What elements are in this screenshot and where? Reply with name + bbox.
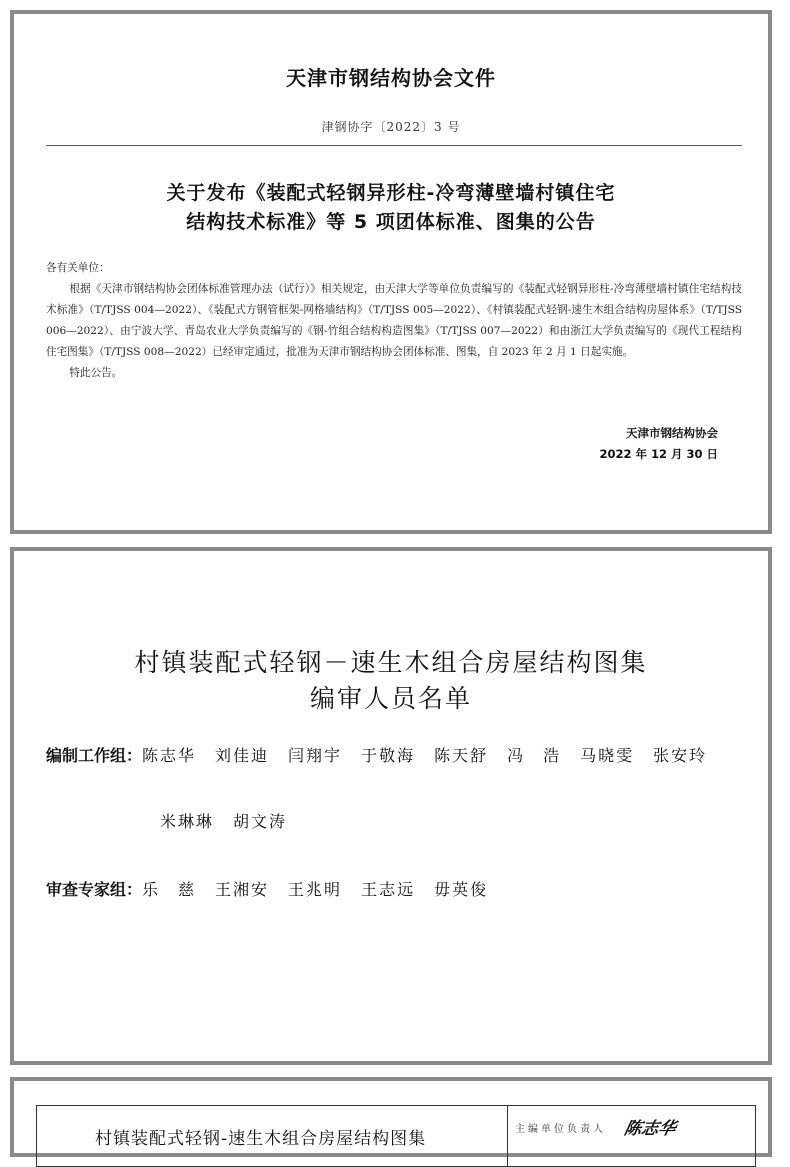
person-name: 张安玲 <box>653 746 708 765</box>
review-group-label: 审查专家组： <box>46 880 143 899</box>
compile-group-label: 编制工作组： <box>46 746 143 765</box>
person-name: 王志远 <box>361 880 416 899</box>
compile-group-row-continued <box>160 809 758 832</box>
title-block-page <box>10 1077 772 1157</box>
person-name: 闫翔宇 <box>288 746 343 765</box>
person-name: 米琳琳 <box>160 812 215 831</box>
document-number: 津钢协字〔2022〕3 号 <box>321 120 461 134</box>
staff-list-page <box>10 547 772 1065</box>
person-name: 马晓雯 <box>580 746 635 765</box>
person-name: 冯 浩 <box>507 746 562 765</box>
announcement-page <box>10 10 772 534</box>
person-name: 于敬海 <box>361 746 416 765</box>
title-block-divider <box>507 1106 508 1166</box>
notice-title-line-2: 结构技术标准》等 5 项团体标准、图集的公告 <box>186 211 596 233</box>
body-paragraph: 根据《天津市钢结构协会团体标准管理办法（试行）》相关规定，由天津大学等单位负责编写的《装配式轻钢异形柱-冷弯薄壁墙村镇住宅结构技术标准》（T/TJSS 004—2022）、《装配式方钢管框架-网格墙结构》（T/TJSS 005—2022）、《村镇装配式轻钢-速生木组合结构房屋体系》（T/TJSS 006—2022）、由宁波大学、青岛农业大学负责编写的《钢-竹组合结构构造图集》（T/TJSS 007—2022）和由浙江大学负责编写的《现代工程结构住宅图集》（T/TJSS 008—2022）已经审定通过，批准为天津市钢结构协会团体标准、图集，自 2023 年 2 月 1 日起实施。 <box>46 283 742 358</box>
salutation: 各有关单位： <box>46 262 110 274</box>
title-block-title: 村镇装配式轻钢-速生木组合房屋结构图集 <box>95 1129 427 1149</box>
responsible-label: 主编单位负责人 <box>515 1124 606 1135</box>
title-block <box>36 1105 756 1167</box>
person-name: 胡文涛 <box>233 812 288 831</box>
header-divider <box>46 145 742 146</box>
compile-group-row <box>46 743 758 766</box>
notice-body <box>46 258 742 384</box>
issuer-heading: 天津市钢结构协会文件 <box>286 66 496 90</box>
notice-title-line-1: 关于发布《装配式轻钢异形柱-冷弯薄壁墙村镇住宅 <box>166 182 616 204</box>
issue-date: 2022 年 12 月 30 日 <box>599 447 718 461</box>
signatory: 天津市钢结构协会 <box>626 426 718 440</box>
staff-list-title: 编审人员名单 <box>309 684 472 713</box>
atlas-title: 村镇装配式轻钢－速生木组合房屋结构图集 <box>134 648 648 677</box>
person-name: 刘佳迪 <box>215 746 270 765</box>
review-group-row <box>46 877 758 900</box>
handwritten-signature: 陈志华 <box>622 1119 678 1139</box>
person-name: 毋英俊 <box>434 880 489 899</box>
person-name: 乐 慈 <box>142 880 197 899</box>
closing-line: 特此公告。 <box>69 367 123 379</box>
person-name: 王湘安 <box>215 880 270 899</box>
person-name: 王兆明 <box>288 880 343 899</box>
person-name: 陈志华 <box>142 746 197 765</box>
person-name: 陈天舒 <box>434 746 489 765</box>
